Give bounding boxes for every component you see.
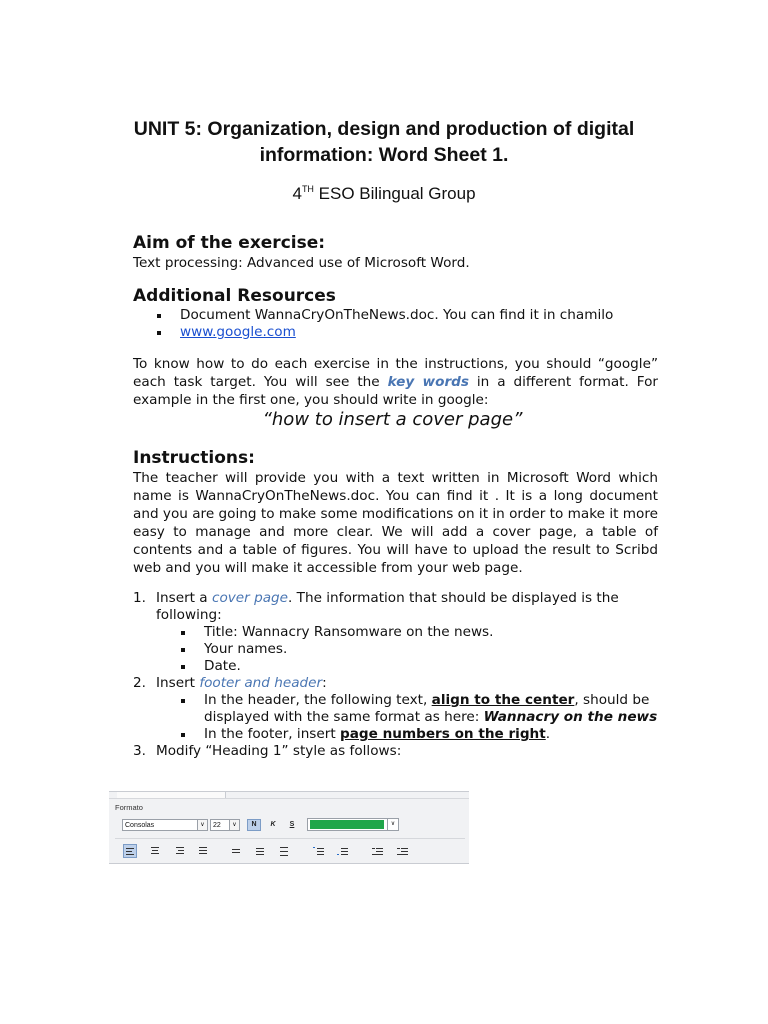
intro-text-2: in a different format. For example in the first one, you should write in google: bbox=[133, 374, 658, 408]
header-example-text: Wannacry on the news bbox=[483, 709, 658, 725]
format-toolbar-screenshot bbox=[109, 791, 469, 864]
subtitle-number: 4 bbox=[292, 184, 302, 203]
example-query: “how to insert a cover page” bbox=[262, 409, 523, 430]
decrease-indent-icon[interactable] bbox=[370, 844, 384, 858]
italic-button[interactable]: K bbox=[270, 821, 276, 828]
aim-text: Text processing: Advanced use of Microsoft Word. bbox=[133, 255, 470, 271]
step-1-pre: Insert a bbox=[156, 590, 212, 606]
subtitle bbox=[100, 178, 668, 205]
line-spacing-double-icon[interactable] bbox=[277, 844, 291, 858]
step-1-sublist bbox=[133, 624, 658, 675]
intro-paragraph bbox=[133, 355, 658, 409]
list-item bbox=[156, 324, 658, 341]
step-2 bbox=[133, 675, 658, 692]
list-item: Your names. bbox=[180, 641, 658, 658]
line-spacing-medium-icon[interactable] bbox=[253, 844, 267, 858]
step-number: 2. bbox=[133, 675, 146, 691]
toolbar-tab-strip bbox=[109, 792, 469, 799]
step-2-pre: Insert bbox=[156, 675, 200, 691]
align-center-icon[interactable] bbox=[148, 844, 162, 858]
subtitle-text: ESO Bilingual Group bbox=[313, 184, 476, 203]
key-words-highlight: key words bbox=[387, 374, 469, 390]
spacing-before-icon[interactable] bbox=[311, 844, 325, 858]
list-item: Date. bbox=[180, 658, 658, 675]
font-name-value: Consolas bbox=[125, 822, 155, 829]
font-size-value: 22 bbox=[213, 822, 221, 829]
resources-heading: Additional Resources bbox=[133, 286, 336, 306]
step-number: 1. bbox=[133, 590, 146, 606]
toolbar-tab[interactable] bbox=[117, 792, 226, 798]
toolbar-divider bbox=[115, 838, 465, 839]
chevron-down-icon[interactable]: ∨ bbox=[197, 820, 207, 830]
steps-list bbox=[133, 590, 658, 760]
document-body bbox=[133, 232, 658, 760]
font-size-select[interactable] bbox=[210, 819, 240, 831]
instructions-heading: Instructions: bbox=[133, 448, 255, 468]
font-color-picker[interactable] bbox=[307, 818, 399, 831]
step-3-text: Modify “Heading 1” style as follows: bbox=[156, 743, 402, 759]
list-item: Document WannaCryOnTheNews.doc. You can find it in chamilo bbox=[156, 307, 658, 324]
header-instruction-mid: , should be displayed with the same format as here: bbox=[204, 692, 650, 725]
underline-button[interactable]: S bbox=[289, 821, 295, 828]
list-item: Title: Wannacry Ransomware on the news. bbox=[180, 624, 658, 641]
step-2-post: : bbox=[322, 675, 327, 691]
list-item bbox=[180, 692, 658, 726]
increase-indent-icon[interactable] bbox=[395, 844, 409, 858]
step-2-sublist bbox=[133, 692, 658, 743]
list-item bbox=[180, 726, 658, 743]
page-title: UNIT 5: Organization, design and production of digital information: Word Sheet 1. bbox=[133, 118, 635, 166]
google-link[interactable]: www.google.com bbox=[180, 324, 296, 340]
aim-heading: Aim of the exercise: bbox=[133, 233, 326, 253]
line-spacing-single-icon[interactable] bbox=[229, 844, 243, 858]
align-left-icon[interactable] bbox=[123, 844, 137, 858]
step-number: 3. bbox=[133, 743, 146, 759]
footer-instruction-pre: In the footer, insert bbox=[204, 726, 340, 742]
subtitle-superscript: TH bbox=[301, 184, 314, 194]
align-center-highlight: align to the center bbox=[431, 692, 575, 708]
color-swatch bbox=[310, 820, 384, 829]
step-1-post: . The information that should be displayed is the following: bbox=[156, 590, 619, 623]
step-3 bbox=[133, 743, 658, 760]
resources-list bbox=[133, 307, 658, 341]
spacing-after-icon[interactable] bbox=[335, 844, 349, 858]
step-1-keyword: cover page bbox=[211, 590, 289, 606]
header-instruction-pre: In the header, the following text, bbox=[204, 692, 432, 708]
footer-instruction-post: . bbox=[545, 726, 551, 742]
align-right-icon[interactable] bbox=[172, 844, 186, 858]
toolbar-bottom-border bbox=[109, 863, 469, 864]
chevron-down-icon[interactable]: ∨ bbox=[229, 820, 239, 830]
format-section-label: Formato bbox=[115, 803, 143, 812]
bold-button[interactable]: N bbox=[247, 819, 261, 831]
page-numbers-highlight: page numbers on the right bbox=[340, 726, 546, 742]
align-justify-icon[interactable] bbox=[196, 844, 210, 858]
font-name-select[interactable] bbox=[122, 819, 208, 831]
intro-text-1: To know how to do each exercise in the instructions, you should “google” each task target. You will see the bbox=[133, 356, 658, 390]
chevron-down-icon[interactable]: ∨ bbox=[387, 819, 398, 830]
step-2-keyword: footer and header bbox=[199, 675, 323, 691]
step-1 bbox=[133, 590, 658, 624]
instructions-paragraph: The teacher will provide you with a text written in Microsoft Word which name is WannaCryOnTheNews.doc. You can find it . It is a long document and you are going to make some modifications on it in order to make it more easy to manage and more clear. We will add a cover page, a table of contents and a table of figures. You will have to upload the result to Scribd web and you will make it accessible from your web page. bbox=[133, 470, 658, 576]
